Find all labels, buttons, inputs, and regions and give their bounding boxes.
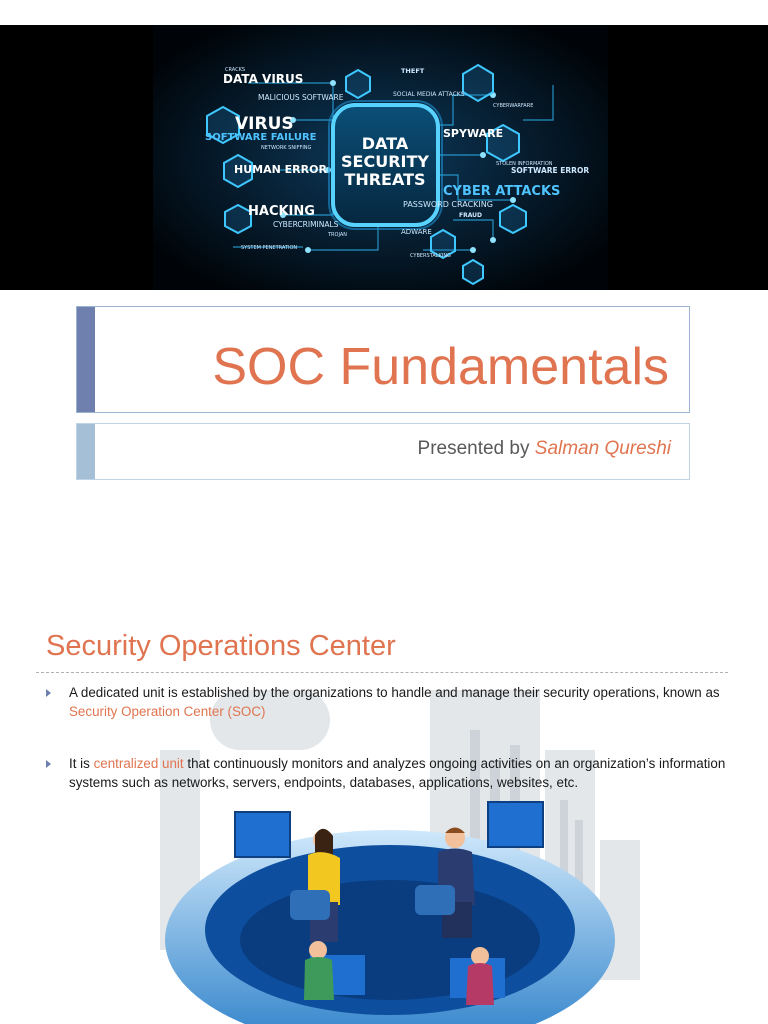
label-trojan: TROJAN: [328, 232, 348, 238]
presenter-name: Salman Qureshi: [534, 438, 671, 459]
label-human-error: HUMAN ERROR: [234, 163, 327, 176]
label-software-failure: SOFTWARE FAILURE: [205, 132, 317, 143]
label-software-error: SOFTWARE ERROR: [511, 166, 590, 175]
center-label-3: THREATS: [344, 170, 426, 189]
label-spyware: SPYWARE: [443, 127, 504, 140]
bullet-item-2: [46, 754, 736, 792]
label-data-virus: DATA VIRUS: [223, 72, 304, 86]
subtitle-prefix: Presented by: [417, 438, 535, 459]
label-password-cracking: PASSWORD CRACKING: [403, 200, 493, 209]
slide-title: SOC Fundamentals: [212, 338, 669, 396]
subtitle-box: [76, 423, 690, 480]
bullet2-highlight: centralized unit: [93, 756, 184, 771]
label-theft: THEFT: [401, 67, 425, 75]
title-accent-bar: [77, 307, 95, 412]
bullet2-text-a: It is: [69, 756, 94, 771]
label-fraud: FRAUD: [459, 212, 483, 219]
bullet-list: [46, 683, 736, 792]
subtitle: [418, 438, 671, 460]
title-divider: [36, 672, 728, 673]
bullet-arrow-icon: [46, 760, 51, 768]
data-security-threats-illustration: [153, 25, 608, 290]
bullet-item-1: [46, 683, 736, 721]
bullet1-highlight: Security Operation Center (SOC): [69, 704, 266, 719]
center-label-1: DATA: [361, 134, 409, 153]
bullet-arrow-icon: [46, 689, 51, 697]
label-network-sniffing: NETWORK SNIFFING: [261, 145, 312, 151]
bullet1-text: A dedicated unit is established by the organizations to handle and manage their security operations, known as: [69, 685, 720, 700]
label-adware: ADWARE: [401, 228, 432, 236]
label-stolen-information: STOLEN INFORMATION: [496, 161, 553, 167]
bullet2-text-b: that continuously monitors and analyzes ongoing activities on an organization’s information systems such as networks, servers, endpoints, databases, applications, websites, etc.: [69, 756, 726, 790]
section-title: Security Operations Center: [46, 630, 396, 662]
label-cyberstalking: CYBERSTALKING: [410, 253, 451, 259]
label-social-media-attacks: SOCIAL MEDIA ATTACKS: [393, 91, 465, 98]
label-hacking: HACKING: [248, 204, 315, 219]
label-cyber-attacks: CYBER ATTACKS: [443, 184, 561, 199]
label-system-penetration: SYSTEM PENETRATION: [241, 245, 298, 251]
threats-banner: [0, 25, 768, 290]
label-cybercriminals: CYBERCRIMINALS: [273, 220, 339, 229]
label-malicious-software: MALICIOUS SOFTWARE: [258, 93, 344, 102]
label-cyberwarfare: CYBERWARFARE: [493, 103, 534, 109]
label-virus: VIRUS: [235, 114, 294, 134]
label-cracks: CRACKS: [225, 67, 246, 73]
title-box: [76, 306, 690, 413]
center-label-2: SECURITY: [341, 152, 429, 171]
subtitle-accent-bar: [77, 424, 95, 479]
